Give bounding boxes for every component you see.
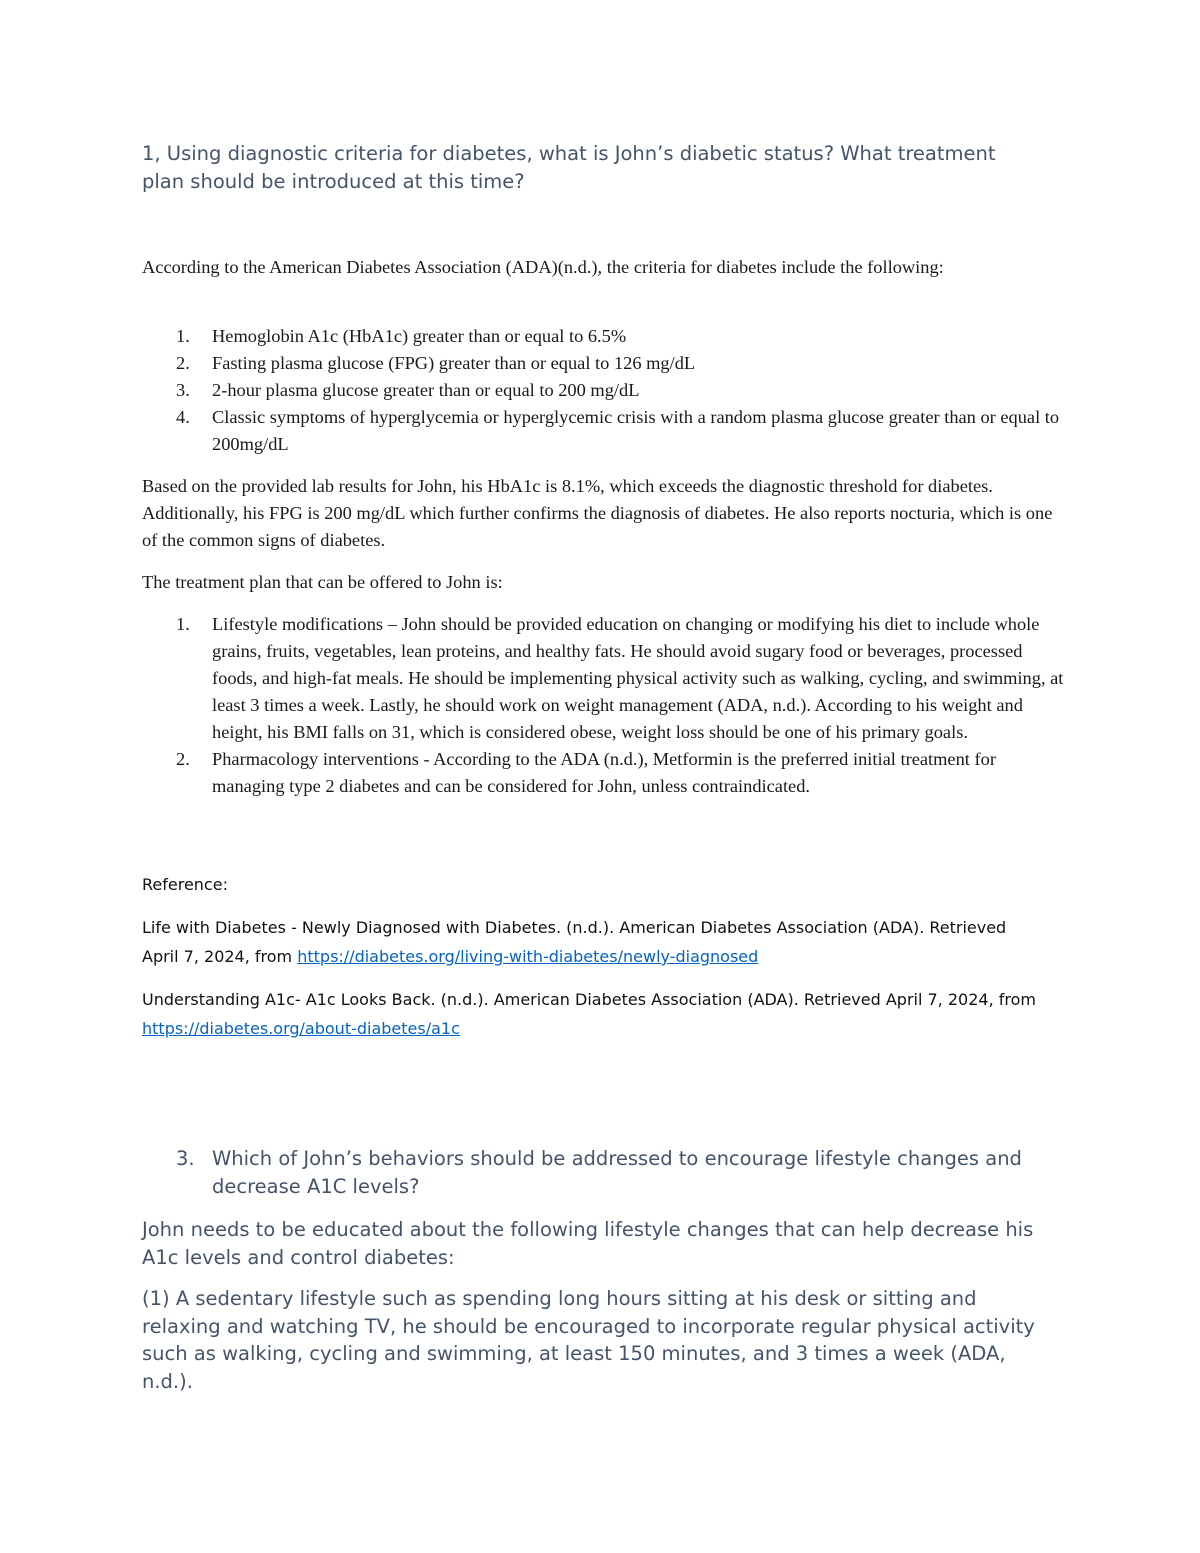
list-text: Fasting plasma glucose (FPG) greater than or equal to 126 mg/dL (212, 353, 696, 373)
list-number: 1. (176, 614, 190, 634)
reference-2-link[interactable]: https://diabetes.org/about-diabetes/a1c (142, 1019, 460, 1038)
question-number: 3. (176, 1147, 195, 1170)
reference-2-text: Understanding A1c- A1c Looks Back. (n.d.). American Diabetes Association (ADA). Retrieved April 7, 2024, from (142, 990, 1036, 1009)
reference-heading: Reference: (142, 875, 228, 894)
treatment-list (142, 611, 1067, 800)
list-number: 1. (176, 326, 190, 346)
question-3-heading (142, 1145, 1022, 1201)
list-number: 4. (176, 407, 190, 427)
list-number: 2. (176, 353, 190, 373)
reference-1-link[interactable]: https://diabetes.org/living-with-diabetes/newly-diagnosed (297, 947, 759, 966)
list-item (142, 377, 1067, 404)
list-item (142, 746, 1067, 800)
reference-1-text: Life with Diabetes - Newly Diagnosed with Diabetes. (n.d.). American Diabetes Association (ADA). Retrieved April 7, 2024, from (142, 918, 1007, 966)
list-item (142, 323, 1067, 350)
reference-1 (142, 913, 1042, 971)
question-3-title: Which of John’s behaviors should be addressed to encourage lifestyle changes and decrease A1C levels? (212, 1147, 1022, 1198)
list-text: Hemoglobin A1c (HbA1c) greater than or equal to 6.5% (212, 326, 627, 346)
list-number: 3. (176, 380, 190, 400)
list-text: Pharmacology interventions - According to the ADA (n.d.), Metformin is the preferred initial treatment for managing type 2 diabetes and can be considered for John, unless contraindicated. (212, 749, 996, 796)
list-text: Lifestyle modifications – John should be provided education on changing or modifying his diet to include whole grains, fruits, vegetables, lean proteins, and healthy fats. He should avoid sugary food or beverages, processed foods, and high-fat meals. He should be implementing physical activity such as walking, cycling, and swimming, at least 3 times a week. Lastly, he should work on weight management (ADA, n.d.). According to his weight and height, his BMI falls on 31, which is considered obese, weight loss should be one of his primary goals. (212, 614, 1064, 742)
question-3-point-1: (1) A sedentary lifestyle such as spending long hours sitting at his desk or sitting and relaxing and watching TV, he should be encouraged to incorporate regular physical activity such as walking, cycling and swimming, at least 150 minutes, and 3 times a week (ADA, n.d.). (142, 1287, 1035, 1393)
list-text: 2-hour plasma glucose greater than or equal to 200 mg/dL (212, 380, 640, 400)
lab-results-paragraph: Based on the provided lab results for John, his HbA1c is 8.1%, which exceeds the diagnostic threshold for diabetes. Additionally, his FPG is 200 mg/dL which further confirms the diagnosis of diabetes. He also reports nocturia, which is one of the common signs of diabetes. (142, 476, 1053, 550)
criteria-list (142, 323, 1067, 458)
list-text: Classic symptoms of hyperglycemia or hyperglycemic crisis with a random plasma glucose greater than or equal to 200mg/dL (212, 407, 1060, 454)
criteria-intro: According to the American Diabetes Association (ADA)(n.d.), the criteria for diabetes include the following: (142, 257, 944, 277)
list-item (142, 350, 1067, 377)
reference-2 (142, 985, 1042, 1043)
list-item (142, 611, 1067, 746)
list-item (142, 404, 1067, 458)
question-1-heading: 1, Using diagnostic criteria for diabetes, what is John’s diabetic status? What treatment plan should be introduced at this time? (142, 142, 996, 193)
treatment-intro: The treatment plan that can be offered to John is: (142, 572, 503, 592)
list-number: 2. (176, 749, 190, 769)
question-3-intro: John needs to be educated about the following lifestyle changes that can help decrease his A1c levels and control diabetes: (142, 1218, 1034, 1269)
